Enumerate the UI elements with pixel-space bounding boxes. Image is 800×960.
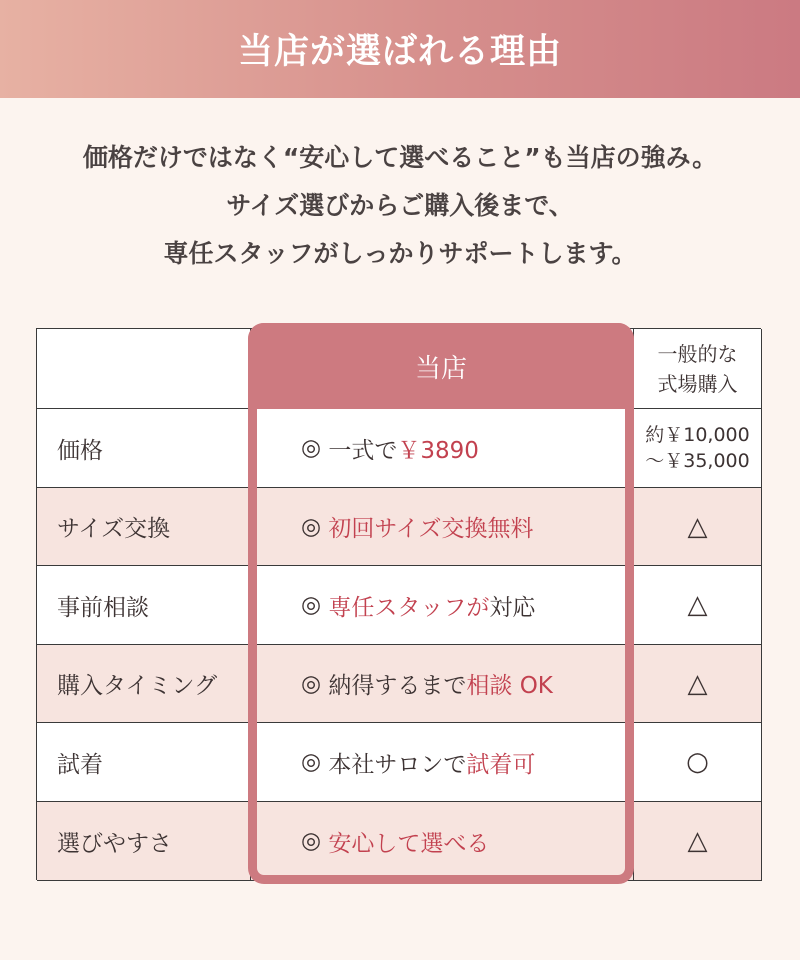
- general-cell: [634, 488, 762, 566]
- triangle-mark: △: [687, 511, 708, 542]
- table-row: [37, 723, 762, 802]
- ours-text: 対応: [489, 594, 536, 621]
- ours-highlight: 専任スタッフが: [328, 594, 490, 621]
- double-circle-mark: ◎: [301, 435, 322, 461]
- ours-highlight: ￥3890: [397, 437, 479, 464]
- double-circle-mark: ◎: [301, 592, 322, 618]
- row-label: 試着: [37, 723, 251, 802]
- ours-text: 本社サロンで: [328, 751, 467, 778]
- general-cell: [634, 723, 762, 802]
- general-cell: [634, 645, 762, 723]
- general-price-max: ～￥35,000: [645, 450, 750, 472]
- row-label: 選びやすさ: [37, 802, 251, 881]
- table-row: [37, 645, 762, 723]
- ours-text: 納得するまで: [328, 673, 467, 699]
- triangle-mark: △: [687, 590, 708, 620]
- header-empty-cell: [37, 329, 251, 409]
- general-cell: [634, 802, 762, 881]
- row-label: 購入タイミング: [37, 645, 251, 723]
- general-price-min: 約￥10,000: [645, 424, 750, 446]
- header-general-cell: [634, 329, 762, 409]
- table-grid: [36, 328, 761, 880]
- ours-cell: [251, 488, 634, 566]
- page-title: 当店が選ばれる理由: [237, 32, 562, 72]
- intro-line: サイズ選びからご購入後まで、: [226, 191, 574, 220]
- table-row: [37, 566, 762, 645]
- intro-line: 価格だけではなく“安心して選べること”も当店の強み。: [82, 143, 718, 172]
- header-general-line2: 式場購入: [657, 371, 738, 396]
- circle-mark: ○: [686, 747, 709, 777]
- ours-cell: [251, 645, 634, 723]
- ours-column-title: 当店: [414, 353, 467, 384]
- ours-column-header: [248, 323, 634, 409]
- row-label: 価格: [37, 409, 251, 488]
- table-row: [37, 802, 762, 881]
- ours-cell: [251, 566, 634, 645]
- ours-highlight: 安心して選べる: [328, 830, 490, 857]
- comparison-table: [36, 328, 761, 880]
- ours-highlight: 初回サイズ交換無料: [328, 516, 534, 542]
- ours-cell: [251, 802, 634, 881]
- general-cell: [634, 566, 762, 645]
- row-label: 事前相談: [37, 566, 251, 645]
- ours-cell: [251, 409, 634, 488]
- ours-highlight: 試着可: [466, 751, 536, 778]
- ours-cell: [251, 723, 634, 802]
- double-circle-mark: ◎: [301, 670, 322, 697]
- double-circle-mark: ◎: [301, 513, 322, 540]
- triangle-mark: △: [687, 668, 708, 699]
- table-row: [37, 409, 762, 488]
- intro-line: 専任スタッフがしっかりサポートします。: [163, 239, 637, 268]
- double-circle-mark: ◎: [301, 749, 322, 775]
- intro-text: [0, 134, 800, 278]
- table-row: [37, 488, 762, 566]
- double-circle-mark: ◎: [301, 828, 322, 854]
- ours-text: 一式で: [328, 437, 398, 464]
- ours-highlight: 相談 OK: [466, 673, 553, 699]
- general-cell: [634, 409, 762, 488]
- row-label: サイズ交換: [37, 488, 251, 566]
- triangle-mark: △: [687, 826, 708, 856]
- header-general-line1: 一般的な: [657, 341, 738, 366]
- page-header: [0, 0, 800, 98]
